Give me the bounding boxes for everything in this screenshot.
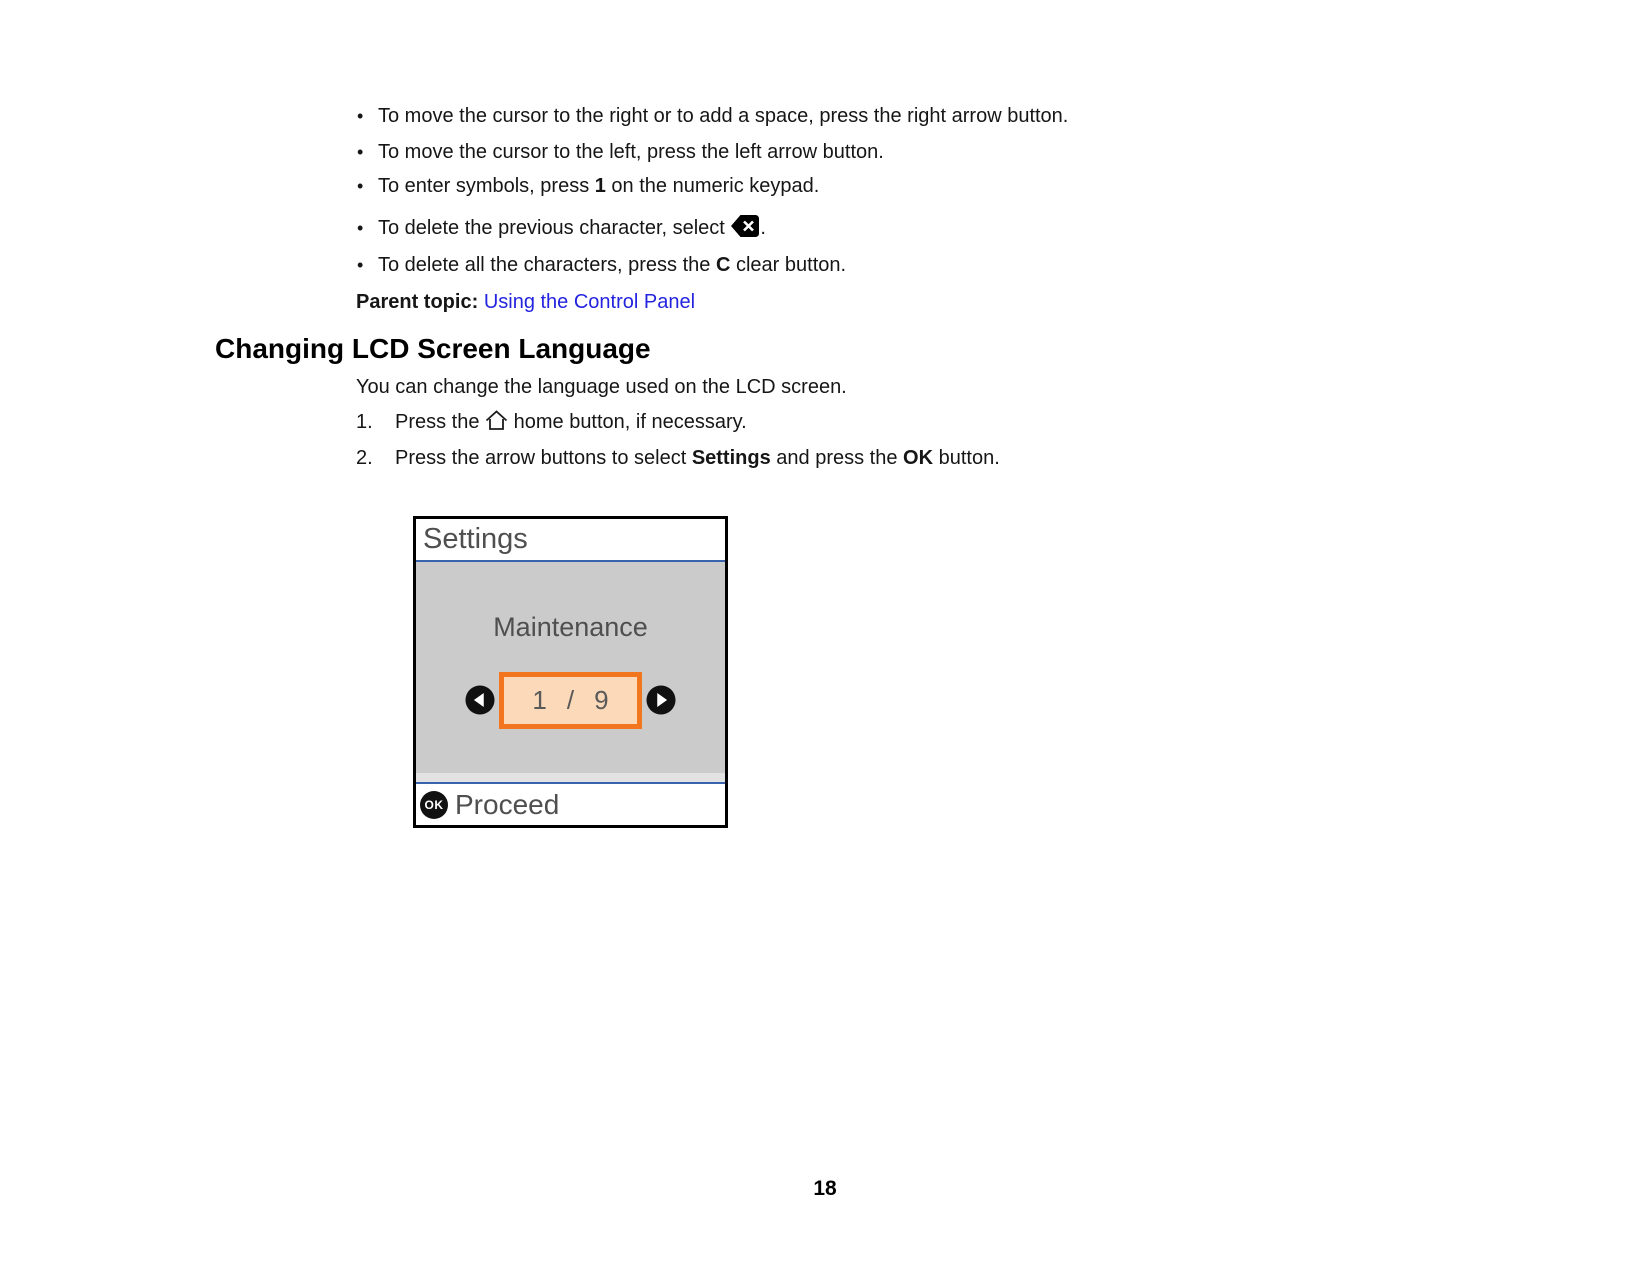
lcd-page-indicator [499,672,642,729]
bullet-text: To delete the previous character, select [378,217,731,239]
step-text: Press the [395,411,486,433]
bullet-item [357,103,1068,129]
bullet-text: To delete all the characters, press the [378,254,716,276]
parent-topic-link[interactable]: Using the Control Panel [483,291,696,313]
step-bold-text: OK [903,447,934,469]
section-intro: You can change the language used on the LCD screen. [356,376,847,398]
step-text: and press the [770,447,904,469]
lcd-page-separator: / [566,684,575,715]
backspace-icon [730,214,760,238]
bullet-text: To enter symbols, press [378,175,595,197]
lcd-page-current: 1 [532,684,547,715]
section-heading: Changing LCD Screen Language [215,333,651,364]
parent-topic-label: Parent topic: [356,291,479,313]
bullet-item [357,252,846,278]
lcd-body [416,562,725,782]
bullet-text: To move the cursor to the left, press the left arrow button. [378,141,884,163]
bullet-text: on the numeric keypad. [605,175,820,197]
home-icon [485,410,508,431]
lcd-body-highlight [416,773,725,782]
lcd-title-bar [416,519,725,562]
right-arrow-icon [646,685,676,715]
bullet-text: . [760,217,766,239]
parent-topic [356,289,695,315]
bullet-text: To move the cursor to the right or to add a space, press the right arrow button. [378,105,1069,127]
bullet-bold-text: 1 [594,175,606,197]
step-bold-text: Settings [691,447,771,469]
bullet-dot: • [357,255,364,275]
bullet-dot: • [357,176,364,196]
lcd-footer-bar [416,782,725,825]
left-arrow-icon [465,685,495,715]
lcd-screen-illustration [413,516,728,828]
bullet-dot: • [357,106,364,126]
step-text: button. [933,447,1000,469]
ok-button-icon: OK [420,791,448,819]
bullet-item [357,214,766,241]
step-number: 2. [356,447,373,469]
step-number: 1. [356,411,373,433]
lcd-pagination [416,670,725,730]
bullet-bold-text: C [715,254,731,276]
bullet-dot: • [357,142,364,162]
lcd-title-text: Settings [423,523,528,555]
page-number: 18 [813,1177,837,1200]
bullet-dot: • [357,218,364,238]
step-item [356,445,1000,471]
bullet-text: clear button. [730,254,847,276]
step-text: Press the arrow buttons to select [395,447,692,469]
step-item [356,409,747,435]
lcd-proceed-label: Proceed [455,788,560,820]
lcd-page-total: 9 [594,684,609,715]
lcd-menu-item: Maintenance [493,612,648,642]
bullet-item [357,173,819,199]
bullet-item [357,139,884,165]
step-text: home button, if necessary. [508,411,747,433]
